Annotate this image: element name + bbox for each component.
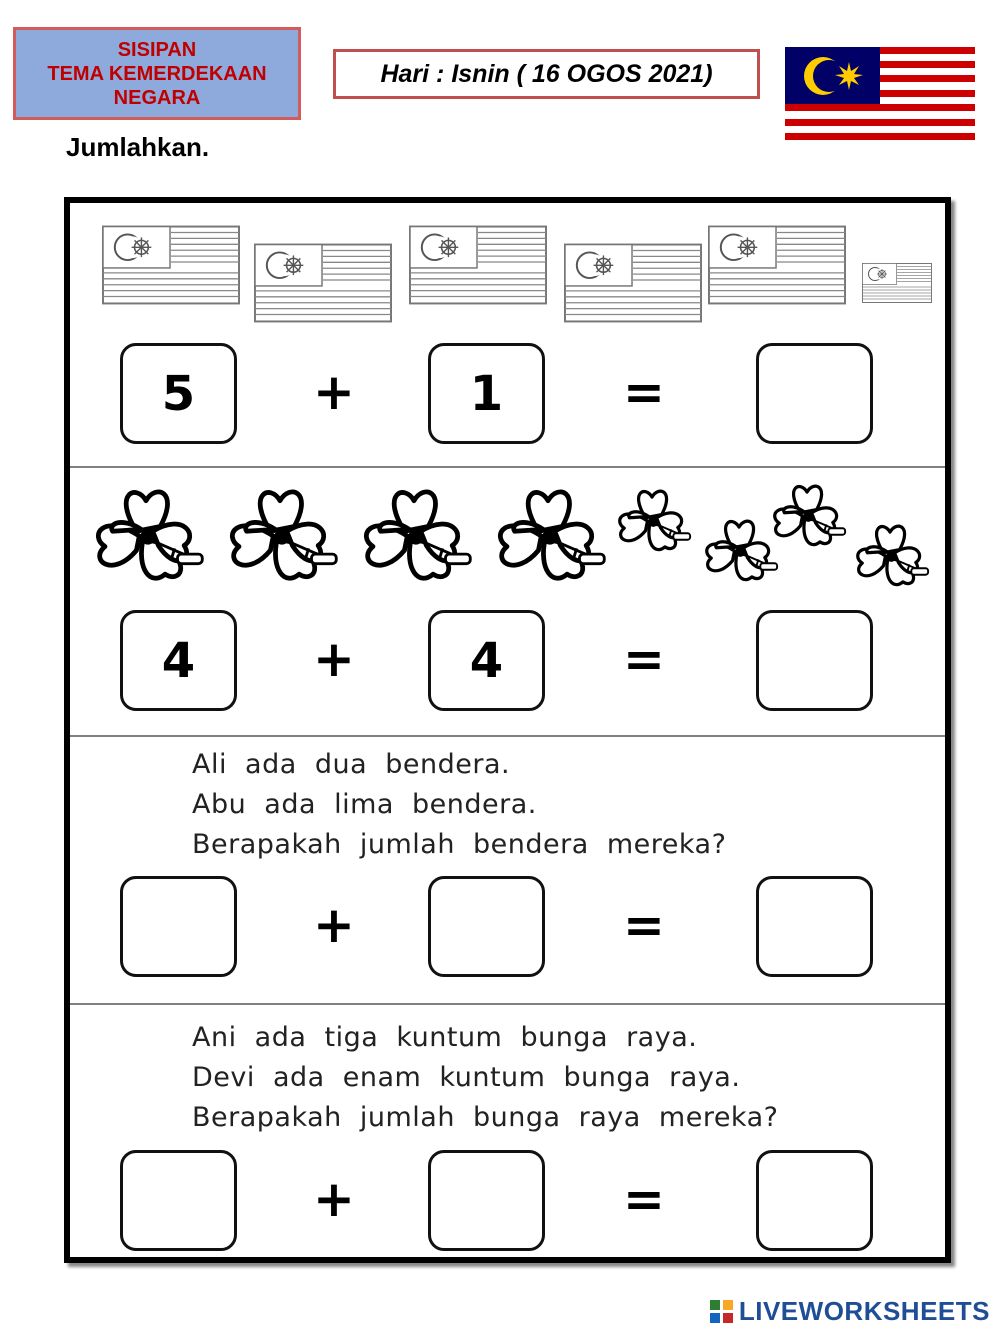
answer-box[interactable] <box>756 610 873 711</box>
addend-a-box: 4 <box>120 610 237 711</box>
plus-sign: + <box>313 1170 355 1228</box>
plus-sign: + <box>313 363 355 421</box>
flag-picture-icon <box>254 243 392 323</box>
section-divider <box>70 466 945 468</box>
theme-title-line-2: TEMA KEMERDEKAAN <box>47 62 267 85</box>
hibiscus-picture-icon <box>848 520 932 592</box>
addend-a-input[interactable] <box>120 876 237 977</box>
equals-sign: = <box>623 363 665 421</box>
hibiscus-picture-icon <box>486 483 610 589</box>
instruction-text: Jumlahkan. <box>66 132 210 162</box>
theme-title-box <box>13 27 301 120</box>
story-problem <box>192 745 726 865</box>
liveworksheets-logo-icon <box>709 1299 735 1325</box>
hibiscus-picture-icon <box>610 485 694 557</box>
section-divider <box>70 735 945 737</box>
flag-picture-icon <box>708 225 846 305</box>
flag-picture-icon <box>564 243 702 323</box>
plus-sign: + <box>313 630 355 688</box>
theme-title-line-1: SISIPAN <box>117 38 197 61</box>
flag-picture-icon <box>409 225 547 305</box>
hibiscus-picture-icon <box>218 483 342 589</box>
answer-box[interactable] <box>756 1150 873 1251</box>
story-line: Devi ada enam kuntum bunga raya. <box>192 1062 741 1093</box>
malaysia-flag-icon <box>785 47 975 148</box>
equals-sign: = <box>623 1170 665 1228</box>
story-line: Abu ada lima bendera. <box>192 789 537 820</box>
section-divider <box>70 1003 945 1005</box>
story-line: Berapakah jumlah bunga raya mereka? <box>192 1102 779 1133</box>
addend-b-input[interactable] <box>428 876 545 977</box>
hibiscus-picture-icon <box>84 483 208 589</box>
liveworksheets-brand-text: LIVEWORKSHEETS <box>738 1296 990 1326</box>
story-problem <box>192 1018 778 1138</box>
answer-box[interactable] <box>756 876 873 977</box>
flag-picture-icon <box>862 263 932 303</box>
liveworksheets-logo <box>709 1296 990 1327</box>
story-line: Ani ada tiga kuntum bunga raya. <box>192 1022 698 1053</box>
day-date-label: Hari : Isnin ( 16 OGOS 2021) <box>333 49 760 99</box>
flag-picture-icon <box>102 225 240 305</box>
equals-sign: = <box>623 630 665 688</box>
answer-box[interactable] <box>756 343 873 444</box>
hibiscus-picture-icon <box>352 483 476 589</box>
equals-sign: = <box>623 896 665 954</box>
addend-b-input[interactable] <box>428 1150 545 1251</box>
story-line: Berapakah jumlah bendera mereka? <box>192 829 727 860</box>
plus-sign: + <box>313 896 355 954</box>
hibiscus-picture-icon <box>765 480 849 552</box>
story-line: Ali ada dua bendera. <box>192 749 511 780</box>
addend-b-box: 1 <box>428 343 545 444</box>
theme-title-line-3: NEGARA <box>113 86 201 109</box>
addend-b-box: 4 <box>428 610 545 711</box>
addend-a-box: 5 <box>120 343 237 444</box>
addend-a-input[interactable] <box>120 1150 237 1251</box>
